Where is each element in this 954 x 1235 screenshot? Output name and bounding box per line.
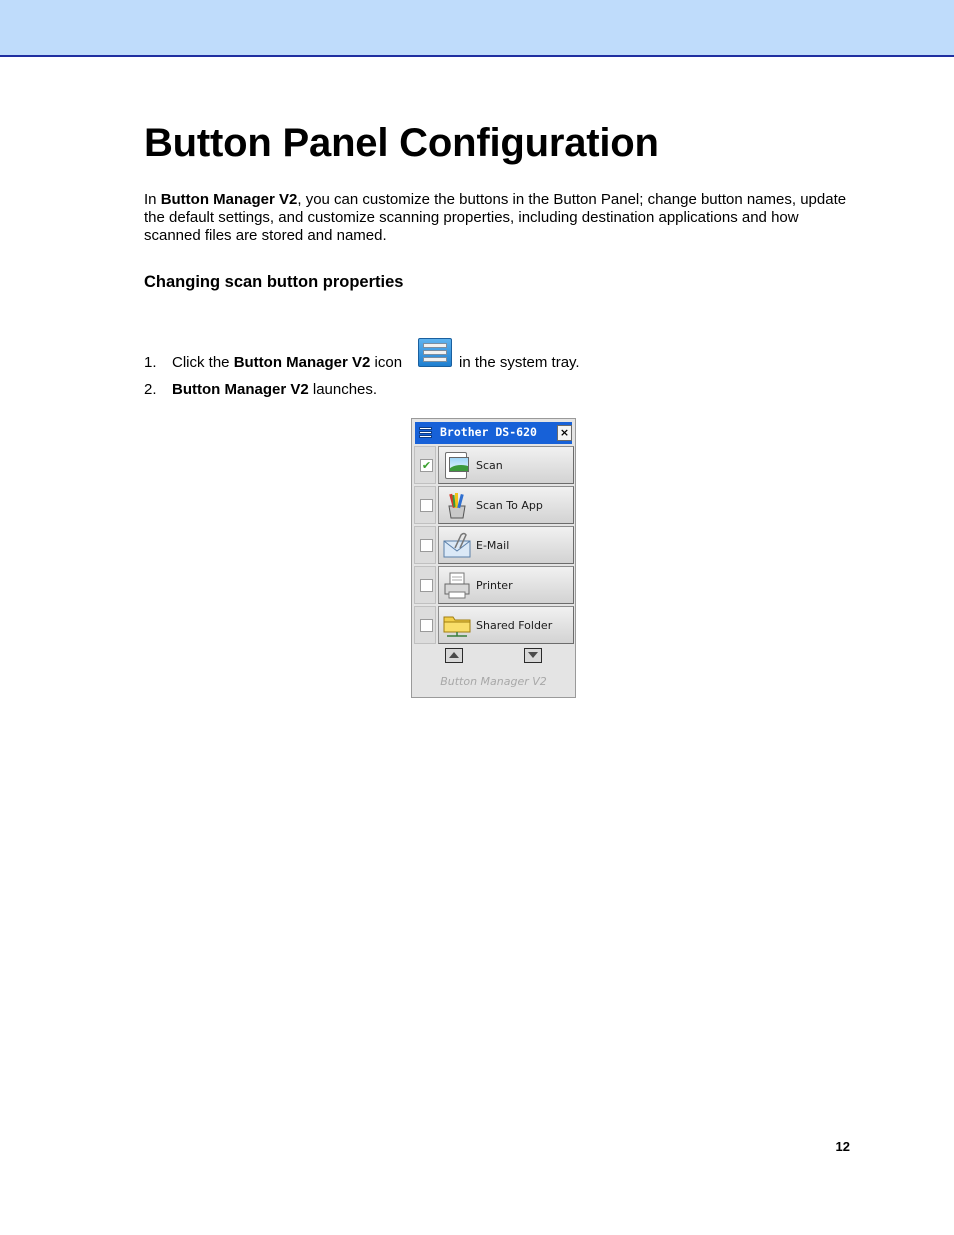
step-number: 2. xyxy=(144,381,157,398)
section-heading: Changing scan button properties xyxy=(144,273,404,291)
intro-prefix: In xyxy=(144,191,161,208)
checkbox-cell xyxy=(414,526,436,564)
scroll-down-button[interactable] xyxy=(524,648,542,663)
email-icon xyxy=(443,532,471,559)
scan-icon xyxy=(445,452,467,479)
button-manager-icon xyxy=(419,427,432,438)
scan-to-app-icon xyxy=(443,492,471,519)
intro-product-name: Button Manager V2 xyxy=(160,191,298,208)
step-product-name: Button Manager V2 xyxy=(233,354,371,371)
step-1 xyxy=(144,354,402,372)
panel-title-bar[interactable] xyxy=(415,422,572,444)
intro-paragraph xyxy=(144,191,854,245)
panel-row-scan-to-app xyxy=(414,486,574,524)
step-number: 1. xyxy=(144,354,157,371)
step-text-middle: icon xyxy=(370,354,403,371)
shared-folder-button[interactable] xyxy=(438,606,574,644)
scroll-arrows xyxy=(412,645,575,665)
checkbox-cell xyxy=(414,606,436,644)
button-manager-tray-icon xyxy=(418,338,452,367)
email-checkbox[interactable] xyxy=(420,539,433,552)
panel-row-scan xyxy=(414,446,574,484)
panel-footer: Button Manager V2 xyxy=(440,675,547,688)
scan-button[interactable] xyxy=(438,446,574,484)
email-button-label: E-Mail xyxy=(476,539,510,552)
panel-row-shared-folder xyxy=(414,606,574,644)
scan-button-label: Scan xyxy=(476,459,503,472)
panel-title: Brother DS-620 xyxy=(440,425,537,439)
step-product-name: Button Manager V2 xyxy=(172,381,309,398)
scroll-up-button[interactable] xyxy=(445,648,463,663)
page-title: Button Panel Configuration xyxy=(144,121,659,165)
checkbox-cell xyxy=(414,566,436,604)
intro-text: , you can customize the buttons in the Button Panel; change button names, update the default settings, and customize scanning properties, including destination applications and how scanned files are stored and named. xyxy=(144,191,847,244)
scan-to-app-button[interactable] xyxy=(438,486,574,524)
scan-to-app-checkbox[interactable] xyxy=(420,499,433,512)
arrow-down-icon xyxy=(528,652,538,658)
printer-button[interactable] xyxy=(438,566,574,604)
step-1-suffix: in the system tray. xyxy=(459,354,580,371)
panel-row-printer xyxy=(414,566,574,604)
close-button[interactable]: × xyxy=(557,425,572,441)
panel-row-email xyxy=(414,526,574,564)
shared-folder-checkbox[interactable] xyxy=(420,619,433,632)
scan-checkbox[interactable]: ✔ xyxy=(421,459,432,472)
button-panel-window xyxy=(411,418,576,698)
step-text: launches. xyxy=(308,381,378,398)
header-band xyxy=(0,0,954,57)
checkbox-cell xyxy=(414,446,436,484)
step-text: Click the xyxy=(172,354,234,371)
shared-folder-icon xyxy=(443,612,471,639)
shared-folder-button-label: Shared Folder xyxy=(476,619,553,632)
email-button[interactable] xyxy=(438,526,574,564)
step-2 xyxy=(144,381,377,399)
printer-checkbox[interactable] xyxy=(420,579,433,592)
page-number: 12 xyxy=(835,1139,850,1154)
scan-to-app-button-label: Scan To App xyxy=(476,499,543,512)
checkbox-cell xyxy=(414,486,436,524)
arrow-up-icon xyxy=(449,652,459,658)
printer-icon xyxy=(443,572,471,599)
printer-button-label: Printer xyxy=(476,579,513,592)
